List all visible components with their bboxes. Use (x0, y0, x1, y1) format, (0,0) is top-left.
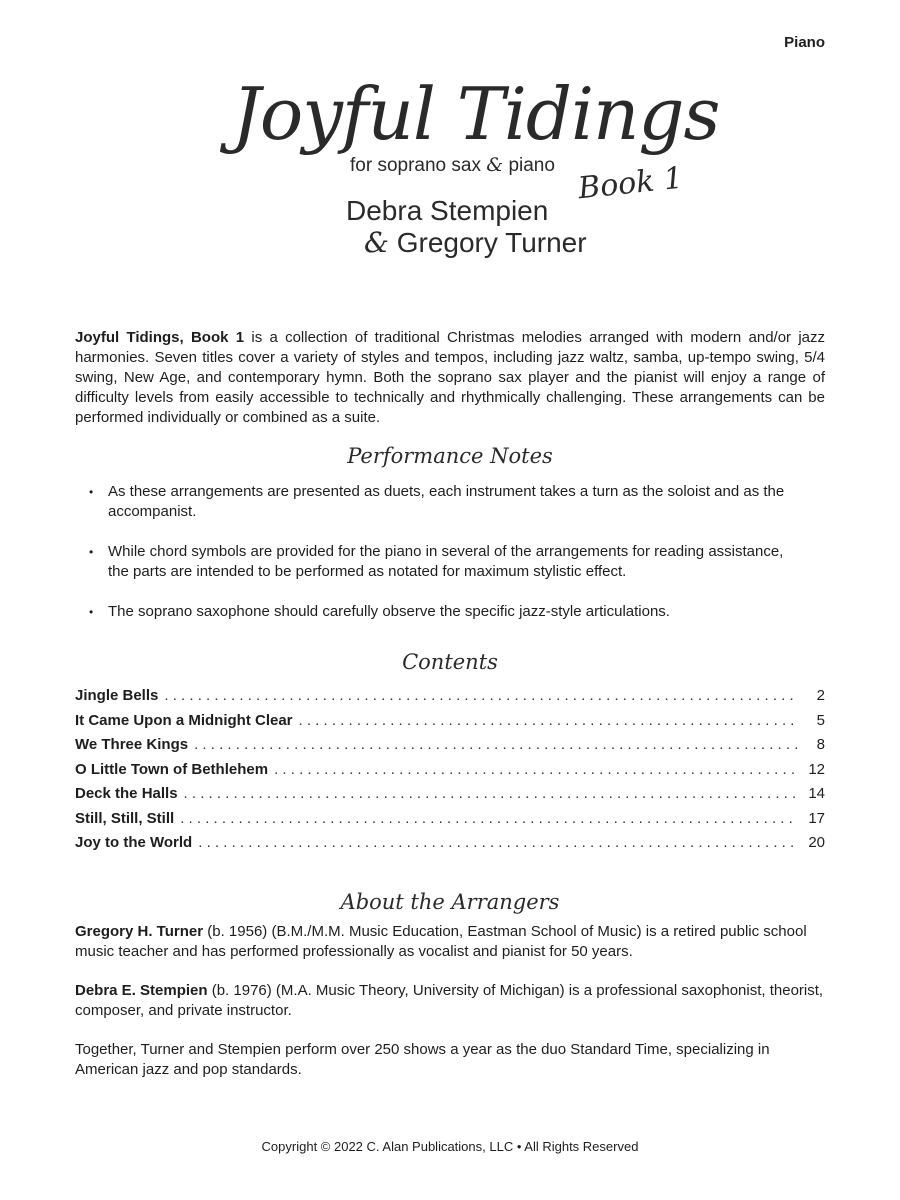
toc-entry[interactable] (75, 784, 825, 809)
toc-title: Joy to the World (75, 834, 193, 851)
subtitle (350, 154, 555, 177)
toc-title: O Little Town of Bethlehem (75, 760, 269, 778)
toc-title: Still, Still, Still (75, 809, 175, 827)
toc-leader-dots (198, 833, 797, 853)
bio-name: Debra E. Stempien (75, 981, 208, 999)
closing-paragraph: Together, Turner and Stempien perform over 250 shows a year as the duo Standard Time, specializing in American jazz and pop standards. (75, 1040, 770, 1078)
toc-entry[interactable] (75, 735, 825, 760)
subtitle-instrument-1: for soprano sax (350, 155, 481, 176)
book-label: Book 1 (576, 160, 685, 207)
toc-leader-dots (299, 711, 797, 731)
part-label: Piano (784, 34, 825, 51)
bio-text: (b. 1976) (M.A. Music Theory, University of Michigan) is a professional saxophonist, theorist, composer, and private instructor. (75, 981, 824, 1019)
toc-leader-dots (180, 809, 797, 829)
author-name-1: Debra Stempien (346, 195, 549, 226)
author-ampersand: & (364, 226, 389, 259)
toc-entry[interactable] (75, 833, 825, 858)
toc-page-number: 2 (816, 687, 825, 704)
bio-name: Gregory H. Turner (75, 922, 204, 940)
toc-entry[interactable] (75, 809, 825, 834)
toc-page-number: 12 (808, 760, 825, 778)
toc-leader-dots (184, 784, 797, 804)
toc-title: It Came Upon a Midnight Clear (75, 711, 293, 729)
note-item: • While chord symbols are provided for the piano in several of the arrangements for reading assistance, the parts are intended to be performed as notated for maximum stylistic effect. (75, 542, 795, 582)
main-content (75, 328, 825, 1099)
copyright-footer: Copyright © 2022 C. Alan Publications, LLC • All Rights Reserved (261, 1139, 639, 1154)
about-heading: About the Arrangers (340, 889, 560, 914)
bio-text: (b. 1956) (B.M./M.M. Music Education, Eastman School of Music) is a retired public school music teacher and has performed professionally as vocalist and pianist for 50 years. (75, 922, 807, 960)
toc-title: Deck the Halls (75, 785, 178, 802)
subtitle-ampersand: & (486, 154, 504, 176)
toc-entry[interactable] (75, 711, 825, 736)
toc-title: Jingle Bells (75, 687, 159, 704)
performance-notes-list (75, 482, 825, 622)
intro-bold-title: Joyful Tidings, Book 1 (75, 329, 245, 346)
toc-title: We Three Kings (75, 736, 189, 753)
toc-leader-dots (194, 735, 797, 755)
contents-heading: Contents (402, 650, 498, 674)
author-name-2-line (364, 226, 587, 259)
toc-page-number: 17 (808, 809, 825, 827)
note-item: • The soprano saxophone should carefully observe the specific jazz-style articulations. (75, 602, 795, 622)
intro-paragraph (75, 328, 825, 428)
bio-paragraph (75, 981, 825, 1021)
toc-page-number: 14 (808, 785, 825, 802)
toc-page-number: 5 (816, 711, 825, 729)
toc-page-number: 20 (808, 834, 825, 851)
author-name-2: Gregory Turner (396, 227, 587, 258)
toc-page-number: 8 (816, 736, 825, 753)
main-title: Joyful Tidings (232, 72, 720, 156)
note-item: • As these arrangements are presented as duets, each instrument takes a turn as the soloist and as the accompanist. (75, 482, 795, 522)
table-of-contents (75, 686, 825, 858)
subtitle-instrument-2: piano (508, 155, 555, 176)
title-block (0, 0, 900, 280)
intro-text: is a collection of traditional Christmas melodies arranged with modern and/or jazz harmonies. Seven titles cover a variety of styles and tempos, including jazz waltz, samba, up-tempo swing, 5/4 swing, New Age, and contemporary hymn. Both the soprano sax player and the pianist will enjoy a range of difficulty levels from easily accessible to technically and rhythmically challenging. These arrangements can be performed individually or combined as a suite. (75, 329, 825, 426)
toc-leader-dots (164, 686, 797, 706)
bio-paragraph (75, 922, 825, 962)
toc-entry[interactable] (75, 760, 825, 785)
toc-entry[interactable] (75, 686, 825, 711)
toc-leader-dots (274, 760, 797, 780)
performance-notes-heading: Performance Notes (347, 444, 553, 468)
